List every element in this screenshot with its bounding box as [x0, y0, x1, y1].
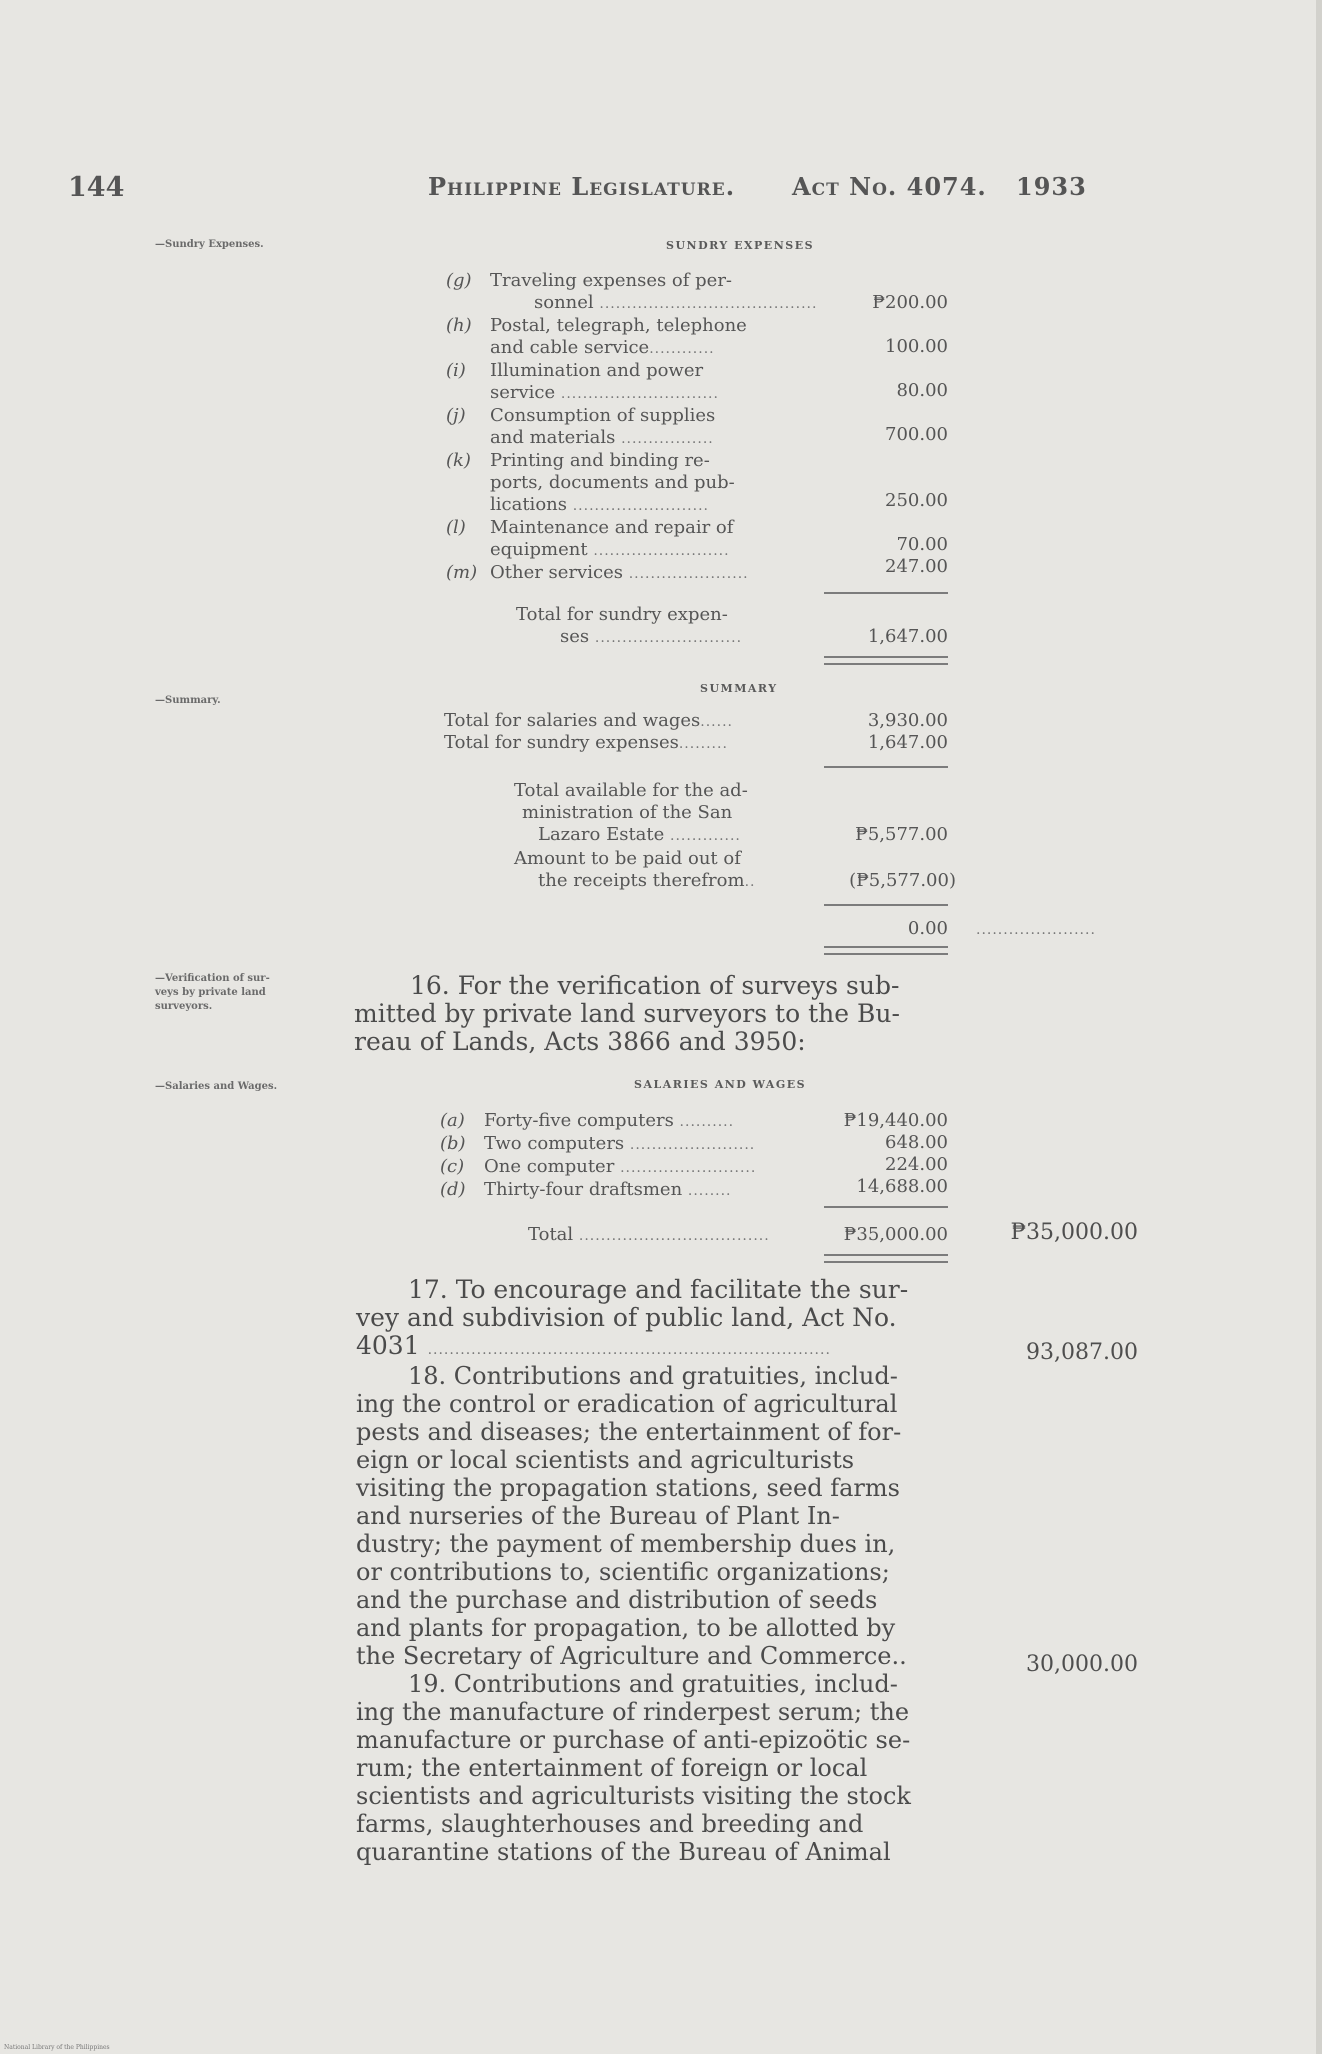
- salary-row-c: (c) One computer .........................: [440, 1156, 757, 1177]
- sundry-item-j: (j) Consumption of supplies and materials .................: [446, 405, 716, 448]
- summary-net-double-rule: [824, 946, 948, 955]
- summary-available-label: Total available for the ad- ministration of the San Lazaro Estate .............: [514, 780, 748, 845]
- sundry-total-amount: 1,647.00: [867, 626, 948, 647]
- sundry-heading: SUNDRY EXPENSES: [666, 239, 815, 252]
- amount-h: 100.00: [885, 336, 948, 357]
- page-number: 144: [68, 172, 125, 203]
- amount-j: 700.00: [885, 424, 948, 445]
- salary-row-a: (a) Forty-five computers ..........: [440, 1110, 735, 1131]
- item-18-amount: 30,000.00: [1026, 1652, 1138, 1677]
- amount-i: 80.00: [896, 380, 948, 401]
- year: 1933: [1016, 172, 1087, 201]
- footer-credit: National Library of the Philippines: [4, 2044, 110, 2051]
- salary-amount-b: 648.00: [885, 1132, 948, 1153]
- sundry-total-label: Total for sundry expen- ses ...........................: [516, 604, 743, 647]
- amount-k: 250.00: [885, 490, 948, 511]
- amount-m: 247.00: [885, 556, 948, 577]
- sundry-item-h: (h) Postal, telegraph, telephone and cable service............: [446, 315, 747, 358]
- summary-net-amount: 0.00: [907, 918, 948, 939]
- item-18-text: 18. Contributions and gratuities, includ- ing the control or eradication of agricultural pests and diseases; the entertainment of for- eign or local scientists and agriculturists visiting the propagation stations, seed farms and nurseries of the Bureau of Plant In- dustry; the payment of membership dues in, or contributions to, scientific organizations; and the purchase and distribution of seeds and plants for propagation, to be allotted by the Secretary of Agriculture and Commerce..: [356, 1362, 907, 1670]
- summary-amount-salaries: 3,930.00: [867, 710, 948, 731]
- summary-amount-sundry: 1,647.00: [867, 732, 948, 753]
- margin-note-summary: —Summary.: [155, 695, 221, 706]
- salary-row-d: (d) Thirty-four draftsmen ........: [440, 1179, 732, 1200]
- summary-row-sundry: Total for sundry expenses.........: [444, 732, 728, 753]
- sundry-item-i: (i) Illumination and power service .............................: [446, 360, 719, 403]
- salaries-total-amount: ₱35,000.00: [843, 1224, 948, 1245]
- summary-net-rule: [824, 904, 948, 906]
- summary-receipts-label: Amount to be paid out of the receipts therefrom..: [514, 848, 756, 891]
- sundry-item-g: (g) Traveling expenses of per- sonnel ........................................: [446, 270, 818, 313]
- sundry-subtotal-rule: [824, 592, 948, 594]
- item-17-text: 17. To encourage and facilitate the sur- vey and subdivision of public land, Act No. 4031 ..........................................................................: [356, 1275, 909, 1360]
- item-16-text: 16. For the verification of surveys sub- mitted by private land surveyors to the Bu- reau of Lands, Acts 3866 and 3950:: [354, 971, 900, 1056]
- item-19-text: 19. Contributions and gratuities, includ- ing the manufacture of rinderpest serum; the manufacture or purchase of anti-epizoötic se- rum; the entertainment of foreign or local scientists and agriculturists visiting the stock farms, slaughterhouses and breeding and quarantine stations of the Bureau of Animal: [356, 1670, 911, 1866]
- salary-row-b: (b) Two computers .......................: [440, 1133, 756, 1154]
- sundry-items: [446, 270, 818, 585]
- amount-g: ₱200.00: [872, 292, 948, 313]
- salaries-double-rule: [824, 1254, 948, 1263]
- summary-row-salaries: Total for salaries and wages......: [444, 710, 733, 731]
- margin-note-salaries: —Salaries and Wages.: [155, 1081, 278, 1092]
- margin-note-verification: —Verification of sur- veys by private land surveyors.: [155, 973, 270, 1012]
- sundry-total-double-rule: [824, 656, 948, 665]
- sundry-item-k: (k) Printing and binding re- ports, documents and pub- lications .........................: [446, 450, 735, 515]
- item-17-amount: 93,087.00: [1026, 1340, 1138, 1365]
- sundry-item-l: (l) Maintenance and repair of equipment .........................: [446, 517, 734, 560]
- salaries-rows: [440, 1110, 756, 1202]
- salaries-heading: SALARIES AND WAGES: [634, 1078, 807, 1091]
- net-dot-leader: ......................: [976, 922, 1096, 938]
- salaries-rule: [824, 1206, 948, 1208]
- summary-heading: SUMMARY: [700, 682, 778, 695]
- salary-amount-d: 14,688.00: [856, 1176, 948, 1197]
- salaries-total-label: Total ...................................: [528, 1224, 770, 1245]
- page-edge: [1316, 0, 1322, 2054]
- salary-amount-a: ₱19,440.00: [843, 1110, 948, 1131]
- sundry-item-m: (m) Other services ......................: [446, 562, 749, 583]
- summary-rule: [824, 766, 948, 768]
- running-head: Philippine Legislature.: [428, 172, 736, 201]
- summary-available-amount: ₱5,577.00: [855, 824, 948, 845]
- summary-receipts-amount: (₱5,577.00): [849, 870, 956, 891]
- act-number: Act No. 4074.: [792, 172, 987, 201]
- salary-amount-c: 224.00: [885, 1154, 948, 1175]
- amount-l: 70.00: [896, 534, 948, 555]
- item-16-amount: ₱35,000.00: [1010, 1220, 1138, 1245]
- margin-note-sundry: —Sundry Expenses.: [155, 239, 264, 250]
